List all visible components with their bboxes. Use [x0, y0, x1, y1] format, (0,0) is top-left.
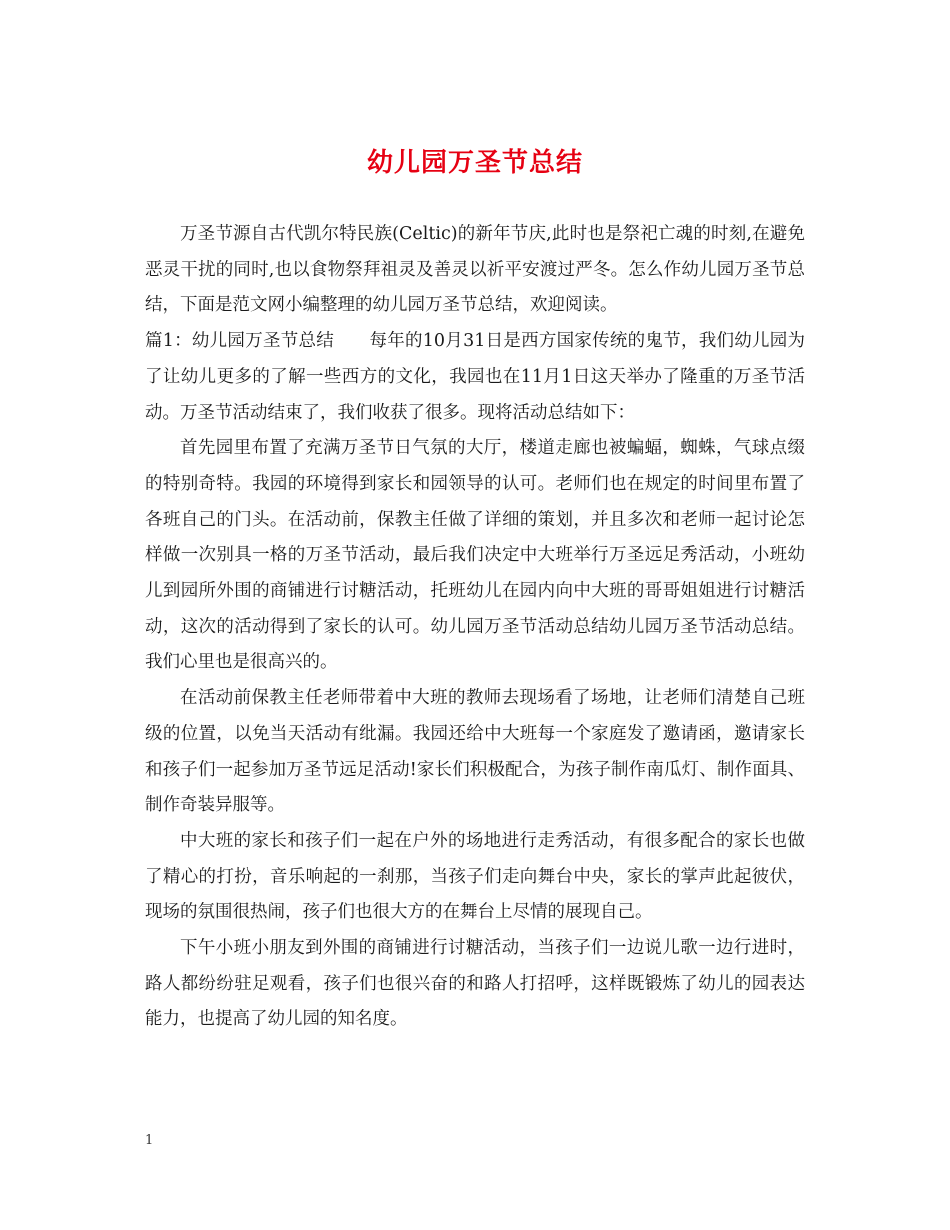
paragraph-show: 中大班的家长和孩子们一起在户外的场地进行走秀活动，有很多配合的家长也做了精心的打扮，音乐响起的一刹那，当孩子们走向舞台中央，家长的掌声此起彼伏，现场的氛围很热闹，孩子们也很大方的在舞台上尽情的展现自己。 [145, 830, 805, 923]
paragraph-intro: 万圣节源自古代凯尔特民族(Celtic)的新年节庆,此时也是祭祀亡魂的时刻,在避免恶灵干扰的同时,也以食物祭拜祖灵及善灵以祈平安渡过严冬。怎么作幼儿园万圣节总结，下面是范文网小编整理的幼儿园万圣节总结，欢迎阅读。 [145, 224, 805, 316]
document-body [145, 217, 805, 1038]
paragraph-decoration: 首先园里布置了充满万圣节日气氛的大厅，楼道走廊也被蝙蝠，蜘蛛，气球点缀的特别奇特。我园的环境得到家长和园领导的认可。老师们也在规定的时间里布置了各班自己的门头。在活动前，保教主任做了详细的策划，并且多次和老师一起讨论怎样做一次别具一格的万圣节活动，最后我们决定中大班举行万圣远足秀活动，小班幼儿到园所外围的商铺进行讨糖活动，托班幼儿在园内向中大班的哥哥姐姐进行讨糖活动，这次的活动得到了家长的认可。幼儿园万圣节活动总结幼儿园万圣节活动总结。我们心里也是很高兴的。 [145, 438, 805, 673]
page-number: 1 [145, 1133, 154, 1148]
paragraph-preparation: 在活动前保教主任老师带着中大班的教师去现场看了场地，让老师们清楚自己班级的位置，以免当天活动有纰漏。我园还给中大班每一个家庭发了邀请函，邀请家长和孩子们一起参加万圣节远足活动!家长们积极配合，为孩子制作南瓜灯、制作面具、制作奇装异服等。 [145, 688, 805, 816]
document-title: 幼儿园万圣节总结 [366, 148, 583, 178]
paragraph-section-1: 篇1：幼儿园万圣节总结 每年的10月31日是西方国家传统的鬼节，我们幼儿园为了让幼儿更多的了解一些西方的文化，我园也在11月1日这天举办了隆重的万圣节活动。万圣节活动结束了，我们收获了很多。现将活动总结如下： [145, 331, 805, 423]
paragraph-afternoon: 下午小班小朋友到外围的商铺进行讨糖活动，当孩子们一边说儿歌一边行进时，路人都纷纷驻足观看，孩子们也很兴奋的和路人打招呼，这样既锻炼了幼儿的园表达能力，也提高了幼儿园的知名度。 [145, 938, 805, 1030]
